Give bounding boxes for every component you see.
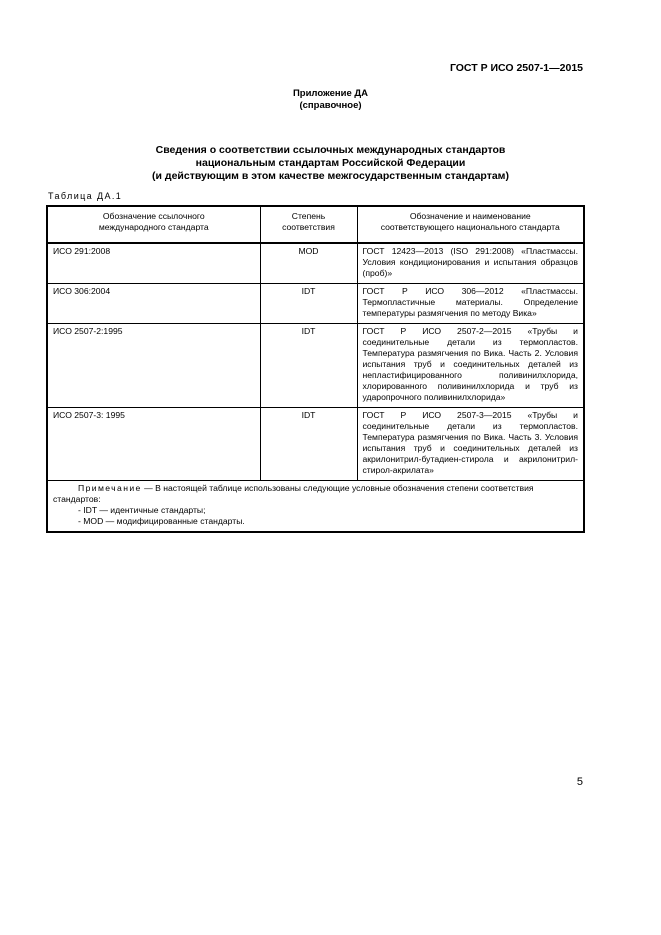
- degree-cell: IDT: [260, 284, 357, 324]
- title-line-1: Сведения о соответствии ссылочных международных стандартов: [155, 144, 506, 156]
- title-line-2: национальным стандартам Российской Федерации: [195, 157, 466, 169]
- national-standard-cell: ГОСТ Р ИСО 2507-2—2015 «Трубы и соединительные детали из термопластов. Температура размягчения по Вика. Часть 2. Условия испытания труб и соединительных деталей из непластифицированного поливинилхлорида, хлорированного поливинилхлорида и труб из ударопрочного поливинилхлорида»: [357, 324, 584, 408]
- standard-code-header: ГОСТ Р ИСО 2507-1—2015: [449, 62, 583, 74]
- table-row: [47, 324, 584, 408]
- correspondence-table: [46, 205, 585, 533]
- header-national-standard: Обозначение и наименование соответствующего национального стандарта: [357, 206, 584, 243]
- table-row: [47, 408, 584, 481]
- national-standard-cell: ГОСТ 12423—2013 (ISO 291:2008) «Пластмассы. Условия кондиционирования и испытания образцов (проб)»: [357, 243, 584, 284]
- table-header-row: [47, 206, 584, 243]
- page-number: 5: [576, 776, 583, 788]
- degree-cell: IDT: [260, 324, 357, 408]
- table-note-row: [47, 481, 584, 533]
- note-item-idt: - IDT — идентичные стандарты;: [78, 505, 206, 515]
- note-label: Примечание: [78, 483, 142, 493]
- degree-cell: IDT: [260, 408, 357, 481]
- ref-standard-cell: ИСО 306:2004: [47, 284, 260, 324]
- annex-type: (справочное): [299, 100, 362, 111]
- table-row: [47, 243, 584, 284]
- national-standard-cell: ГОСТ Р ИСО 306—2012 «Пластмассы. Термопластичные материалы. Определение температуры размягчения по методу Вика»: [357, 284, 584, 324]
- table-label: Таблица ДА.1: [48, 191, 123, 201]
- national-standard-cell: ГОСТ Р ИСО 2507-3—2015 «Трубы и соединительные детали из термопластов. Температура размягчения по Вика. Часть 3. Условия испытания труб и соединительных деталей из акрилонитрил-бутадиен-стирола и акрилонитрил-стирол-акрилата»: [357, 408, 584, 481]
- title-line-3: (и действующим в этом качестве межгосударственным стандартам): [152, 170, 509, 182]
- annex-heading: [0, 88, 661, 112]
- header-degree: Степень соответствия: [260, 206, 357, 243]
- ref-standard-cell: ИСО 2507-2:1995: [47, 324, 260, 408]
- ref-standard-cell: ИСО 2507-3: 1995: [47, 408, 260, 481]
- table-note: [47, 481, 584, 533]
- degree-cell: MOD: [260, 243, 357, 284]
- annex-title: Приложение ДА: [292, 88, 369, 99]
- header-ref-standard: Обозначение ссылочного международного стандарта: [47, 206, 260, 243]
- note-text: — В настоящей таблице использованы следующие условные обозначения степени соответствия стандартов:: [53, 483, 534, 504]
- note-item-mod: - MOD — модифицированные стандарты.: [78, 516, 245, 526]
- ref-standard-cell: ИСО 291:2008: [47, 243, 260, 284]
- table-row: [47, 284, 584, 324]
- document-title: [0, 144, 661, 183]
